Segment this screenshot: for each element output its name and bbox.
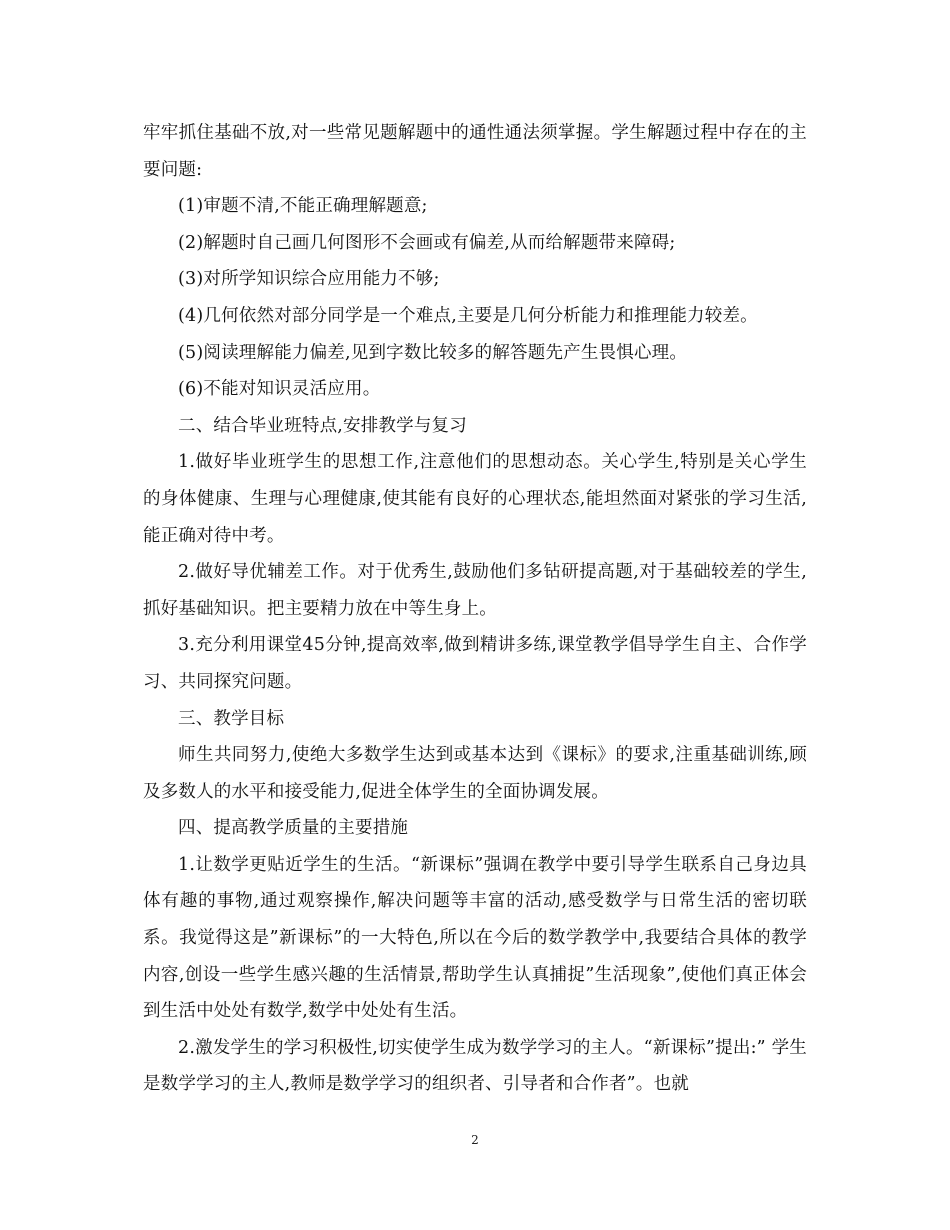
paragraph: 2.做好导优辅差工作。对于优秀生,鼓励他们多钻研提高题,对于基础较差的学生,抓好基础知识。把主要精力放在中等生身上。 <box>143 562 807 619</box>
list-item: (4)几何依然对部分同学是一个难点,主要是几何分析能力和推理能力较差。 <box>178 305 758 326</box>
document-body <box>143 115 807 1103</box>
list-item: (2)解题时自己画几何图形不会画或有偏差,从而给解题带来障碍; <box>178 232 676 253</box>
paragraph: 2.激发学生的学习积极性,切实使学生成为数学学习的主人。“新课标”提出:” 学生是数学学习的主人,教师是数学学习的组织者、引导者和合作者”。也就 <box>143 1037 807 1095</box>
section-heading: 二、结合毕业班特点,安排教学与复习 <box>178 415 467 436</box>
page-number: 2 <box>471 1133 479 1147</box>
paragraph: 师生共同努力,使绝大多数学生达到或基本达到《课标》的要求,注重基础训练,顾及多数人的水平和接受能力,促进全体学生的全面协调发展。 <box>143 745 807 802</box>
section-heading: 四、提高教学质量的主要措施 <box>178 818 409 839</box>
list-item: (3)对所学知识综合应用能力不够; <box>178 269 440 290</box>
list-item: (5)阅读理解能力偏差,见到字数比较多的解答题先产生畏惧心理。 <box>178 342 688 363</box>
section-heading: 三、教学目标 <box>178 708 285 729</box>
paragraph: 1.让数学更贴近学生的生活。“新课标”强调在教学中要引导学生联系自己身边具体有趣的事物,通过观察操作,解决问题等丰富的活动,感受数学与日常生活的密切联系。我觉得这是”新课标”的一大特色,所以在今后的数学教学中,我要结合具体的教学内容,创设一些学生感兴趣的生活情景,帮助学生认真捕捉”生活现象”,使他们真正体会到生活中处处有数学,数学中处处有生活。 <box>143 854 807 1022</box>
paragraph: 1.做好毕业班学生的思想工作,注意他们的思想动态。关心学生,特别是关心学生的身体健康、生理与心理健康,使其能有良好的心理状态,能坦然面对紧张的学习生活,能正确对待中考。 <box>143 452 807 546</box>
list-item: (1)审题不清,不能正确理解题意; <box>178 196 428 217</box>
paragraph: 牢牢抓住基础不放,对一些常见题解题中的通性通法须掌握。学生解题过程中存在的主要问题: <box>143 123 807 180</box>
list-item: (6)不能对知识灵活应用。 <box>178 379 381 400</box>
paragraph: 3.充分利用课堂45分钟,提高效率,做到精讲多练,课堂教学倡导学生自主、合作学习、共同探究问题。 <box>143 635 807 692</box>
